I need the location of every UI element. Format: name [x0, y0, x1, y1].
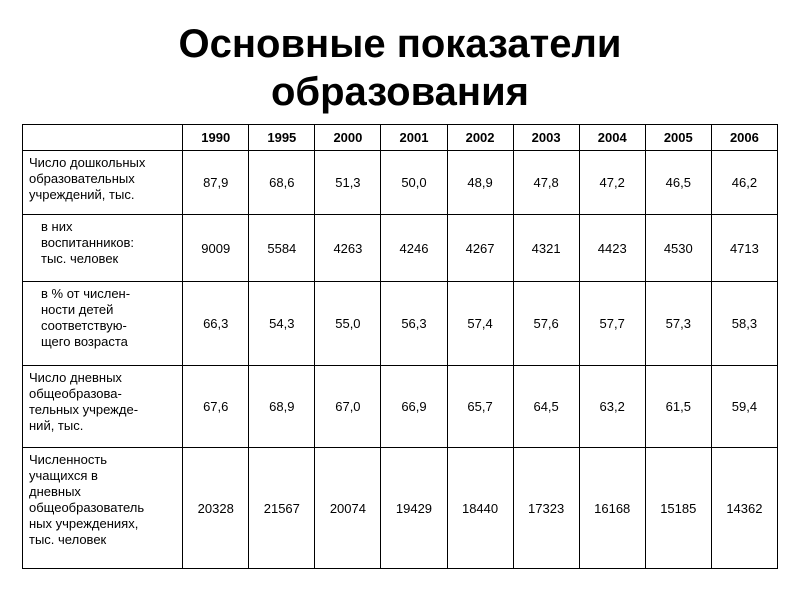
year-header: 1995	[249, 125, 315, 151]
table-cell: 67,6	[183, 366, 249, 448]
table-cell: 63,2	[579, 366, 645, 448]
table-cell: 18440	[447, 448, 513, 569]
table-cell: 17323	[513, 448, 579, 569]
table-cell: 14362	[711, 448, 777, 569]
table-cell: 61,5	[645, 366, 711, 448]
table-cell: 57,6	[513, 282, 579, 366]
row-label: в них воспитанников: тыс. человек	[23, 215, 183, 282]
table-cell: 57,3	[645, 282, 711, 366]
table-cell: 56,3	[381, 282, 447, 366]
table-cell: 4263	[315, 215, 381, 282]
page-title-line-2: образования	[270, 70, 530, 114]
table-cell: 4246	[381, 215, 447, 282]
table-cell: 4423	[579, 215, 645, 282]
table-cell: 46,5	[645, 151, 711, 215]
education-indicators-table	[22, 124, 778, 569]
page-title	[0, 20, 800, 116]
year-header: 2002	[447, 125, 513, 151]
row-label: Численность учащихся в дневных общеобразователь ных учреждениях, тыс. человек	[23, 448, 183, 569]
row-label: Число дошкольных образовательных учреждений, тыс.	[23, 151, 183, 215]
table-cell: 68,6	[249, 151, 315, 215]
table-row	[23, 151, 778, 215]
table-cell: 59,4	[711, 366, 777, 448]
year-header: 2005	[645, 125, 711, 151]
year-header: 2004	[579, 125, 645, 151]
table-cell: 50,0	[381, 151, 447, 215]
table-cell: 4321	[513, 215, 579, 282]
year-header: 1990	[183, 125, 249, 151]
table-cell: 16168	[579, 448, 645, 569]
table-row	[23, 448, 778, 569]
page-title-line-1: Основные показатели	[178, 22, 622, 66]
table-cell: 47,2	[579, 151, 645, 215]
table-cell: 64,5	[513, 366, 579, 448]
table-cell: 51,3	[315, 151, 381, 215]
table-cell: 5584	[249, 215, 315, 282]
table-cell: 4713	[711, 215, 777, 282]
table-cell: 47,8	[513, 151, 579, 215]
table-cell: 58,3	[711, 282, 777, 366]
table-cell: 19429	[381, 448, 447, 569]
year-header: 2001	[381, 125, 447, 151]
table-cell: 57,4	[447, 282, 513, 366]
row-label: Число дневных общеобразова- тельных учрежде- ний, тыс.	[23, 366, 183, 448]
table-corner-cell	[23, 125, 183, 151]
table-header-row	[23, 125, 778, 151]
table-cell: 9009	[183, 215, 249, 282]
table-cell: 20328	[183, 448, 249, 569]
table-cell: 87,9	[183, 151, 249, 215]
table-cell: 68,9	[249, 366, 315, 448]
table-cell: 66,9	[381, 366, 447, 448]
table-row	[23, 366, 778, 448]
table-cell: 21567	[249, 448, 315, 569]
table-row	[23, 215, 778, 282]
year-header: 2000	[315, 125, 381, 151]
table-cell: 67,0	[315, 366, 381, 448]
table-row	[23, 282, 778, 366]
table-cell: 20074	[315, 448, 381, 569]
table-cell: 65,7	[447, 366, 513, 448]
table-cell: 46,2	[711, 151, 777, 215]
row-label: в % от числен- ности детей соответствую- щего возраста	[23, 282, 183, 366]
table-cell: 4530	[645, 215, 711, 282]
table-cell: 55,0	[315, 282, 381, 366]
table-cell: 48,9	[447, 151, 513, 215]
table-cell: 54,3	[249, 282, 315, 366]
table-cell: 57,7	[579, 282, 645, 366]
table-cell: 66,3	[183, 282, 249, 366]
table-cell: 15185	[645, 448, 711, 569]
year-header: 2003	[513, 125, 579, 151]
table-cell: 4267	[447, 215, 513, 282]
year-header: 2006	[711, 125, 777, 151]
